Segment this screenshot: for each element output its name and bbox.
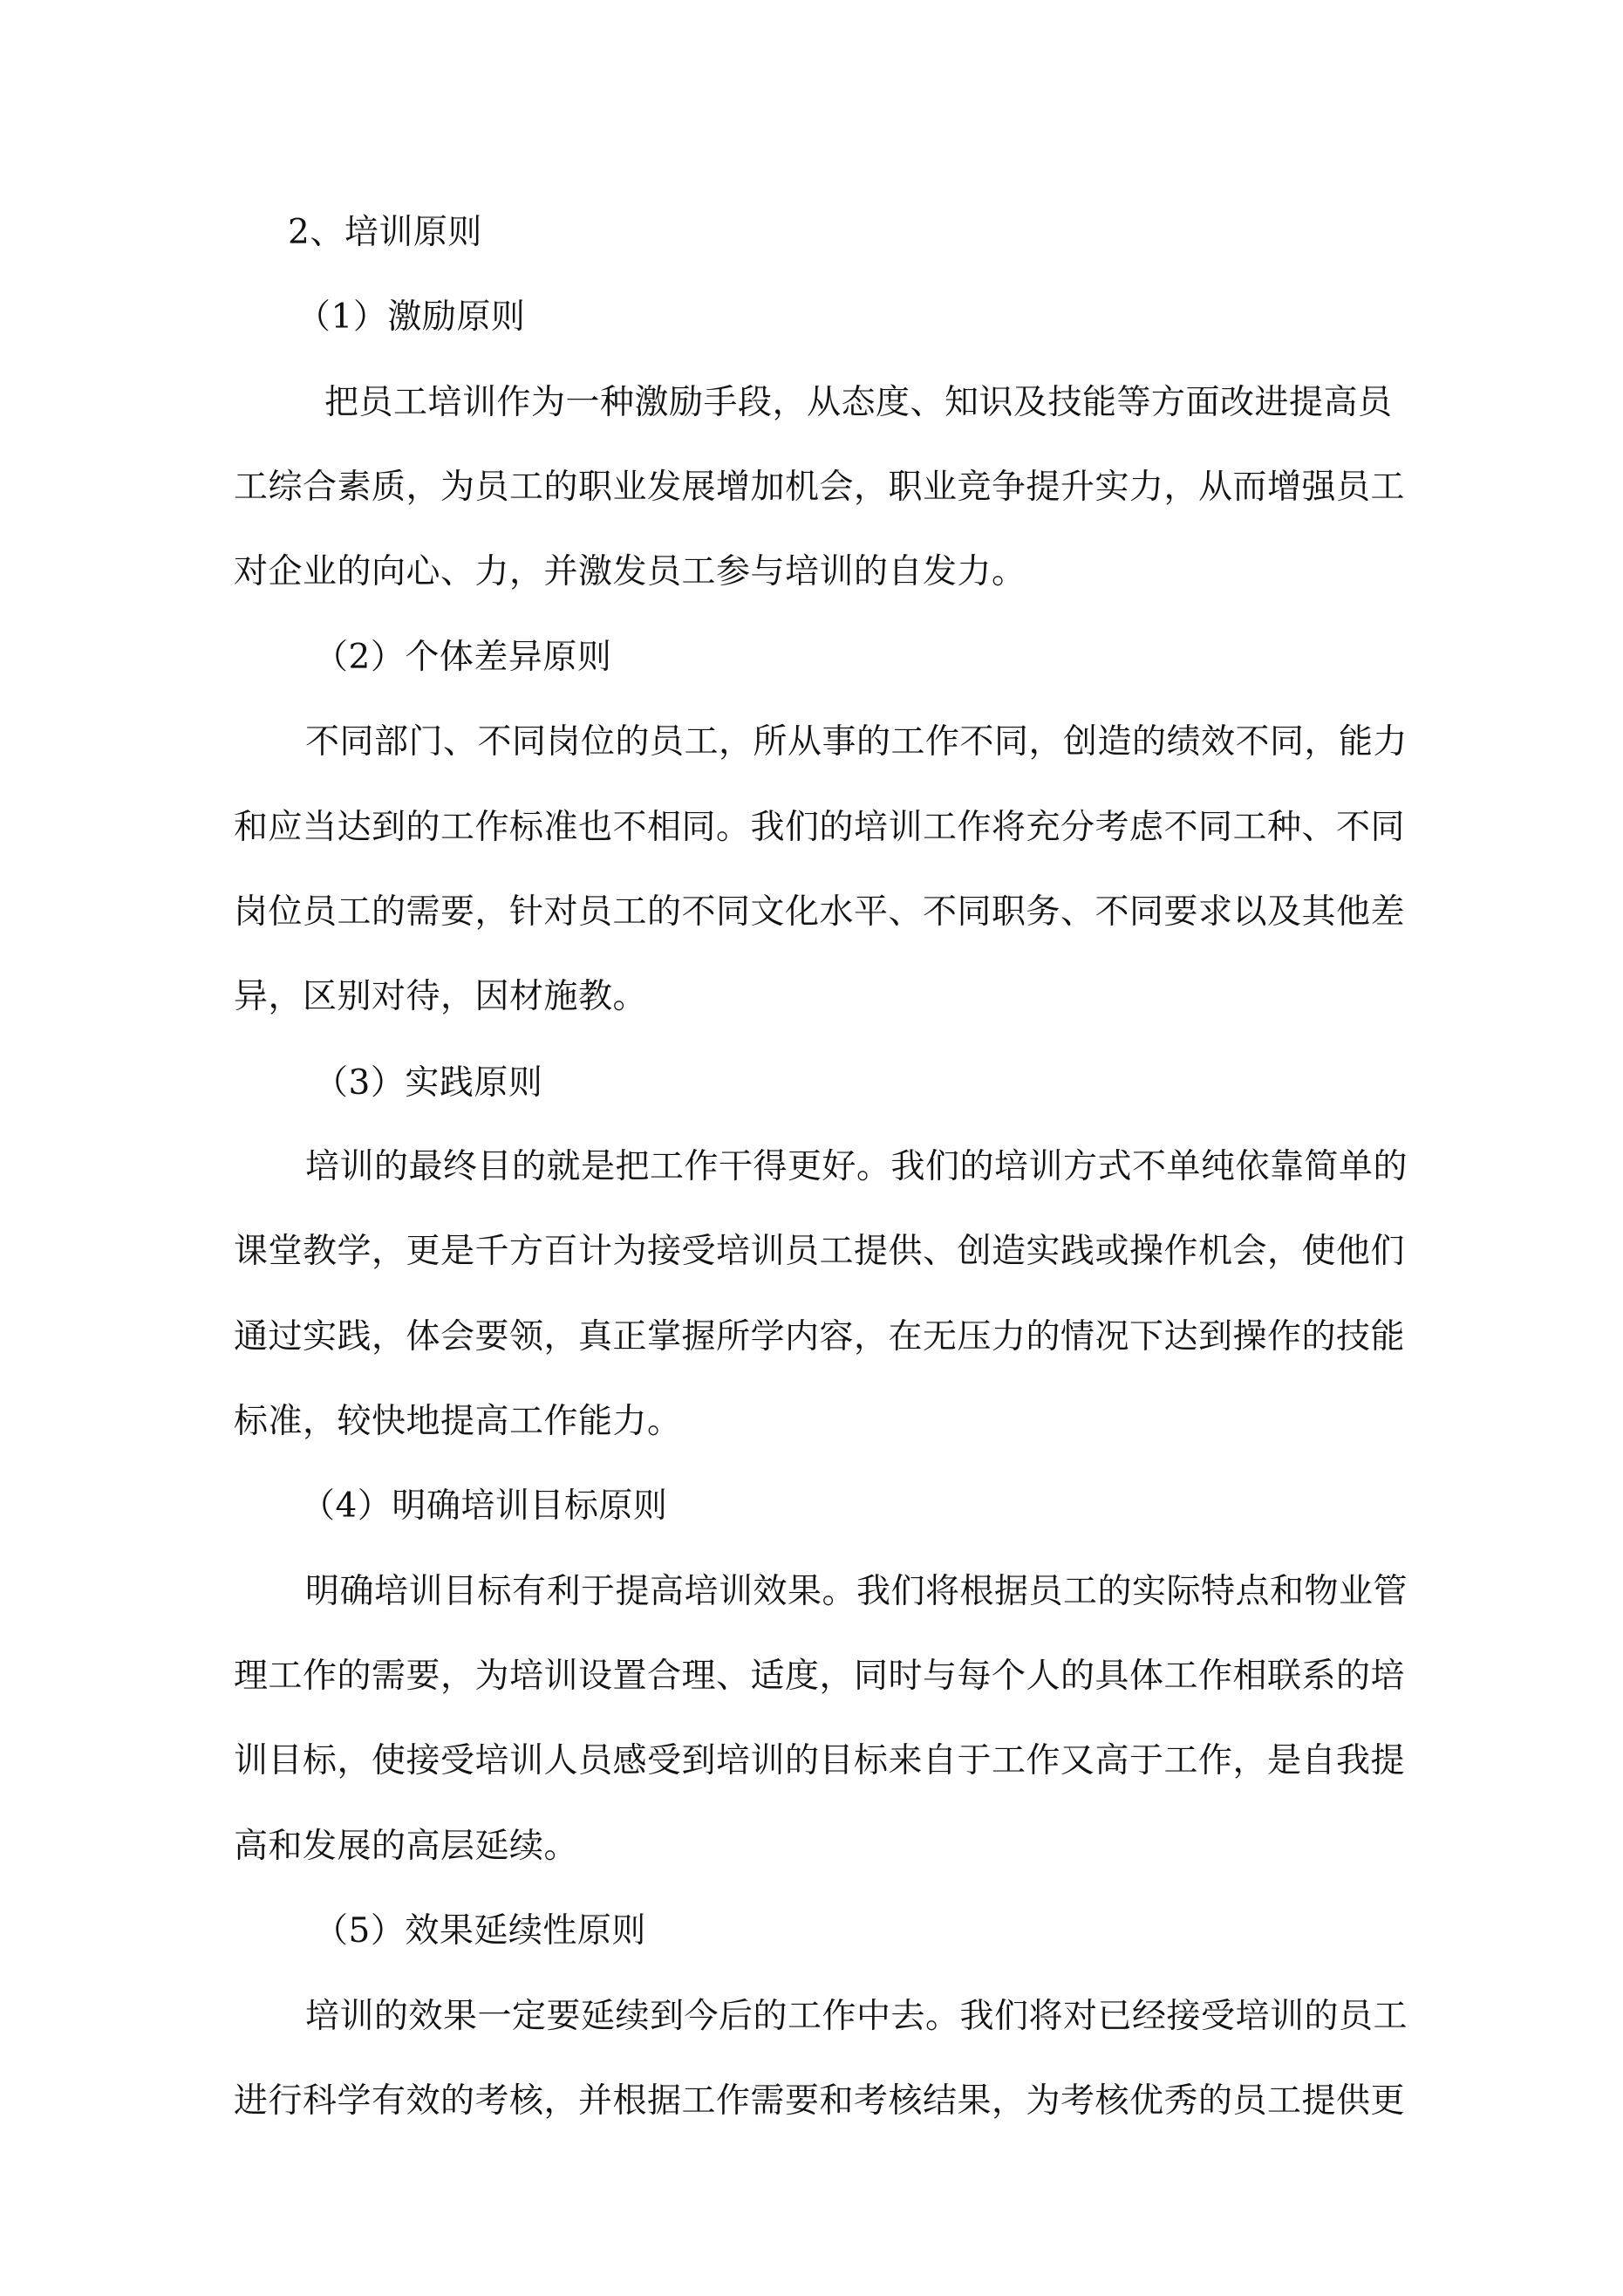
principle-heading-3: （3）实践原则 [314,1063,543,1103]
paragraph-line: 进行科学有效的考核，并根据工作需要和考核结果，为考核优秀的员工提供更 [234,2081,1406,2121]
paragraph-line: 培训的效果一定要延续到今后的工作中去。我们将对已经接受培训的员工 [305,1997,1408,2036]
paragraph-line: 岗位员工的需要，针对员工的不同文化水平、不同职务、不同要求以及其他差 [234,892,1406,932]
paragraph-line: 培训的最终目的就是把工作干得更好。我们的培训方式不单纯依靠简单的 [305,1147,1408,1186]
paragraph-line: 理工作的需要，为培训设置合理、适度，同时与每个人的具体工作相联系的培 [234,1657,1406,1696]
paragraph-line: 标准，较快地提高工作能力。 [234,1402,682,1441]
paragraph-line: 工综合素质，为员工的职业发展增加机会，职业竞争提升实力，从而增强员工 [234,468,1406,507]
paragraph-line: 不同部门、不同岗位的员工，所从事的工作不同，创造的绩效不同，能力 [305,722,1408,762]
paragraph-line: 对企业的向心、力，并激发员工参与培训的自发力。 [234,552,1026,591]
paragraph-line: 高和发展的高层延续。 [234,1827,579,1866]
principle-heading-2: （2）个体差异原则 [314,638,612,677]
principle-heading-4: （4）明确培训目标原则 [301,1486,668,1526]
paragraph-line: 训目标，使接受培训人员感受到培训的目标来自于工作又高于工作，是自我提 [234,1741,1406,1780]
paragraph-line: 明确培训目标有利于提高培训效果。我们将根据员工的实际特点和物业管 [305,1572,1408,1611]
section-heading: 2、培训原则 [288,213,482,252]
principle-heading-1: （1）激励原则 [297,297,526,337]
paragraph-line: 把员工培训作为一种激励手段，从态度、知识及技能等方面改进提高员 [324,383,1393,422]
paragraph-line: 课堂教学，更是千方百计为接受培训员工提供、创造实践或操作机会，使他们 [234,1232,1406,1271]
paragraph-line: 通过实践，体会要领，真正掌握所学内容，在无压力的情况下达到操作的技能 [234,1317,1406,1356]
principle-heading-5: （5）效果延续性原则 [314,1911,646,1951]
paragraph-line: 异，区别对待，因材施教。 [234,977,648,1016]
paragraph-line: 和应当达到的工作标准也不相同。我们的培训工作将充分考虑不同工种、不同 [234,808,1406,847]
